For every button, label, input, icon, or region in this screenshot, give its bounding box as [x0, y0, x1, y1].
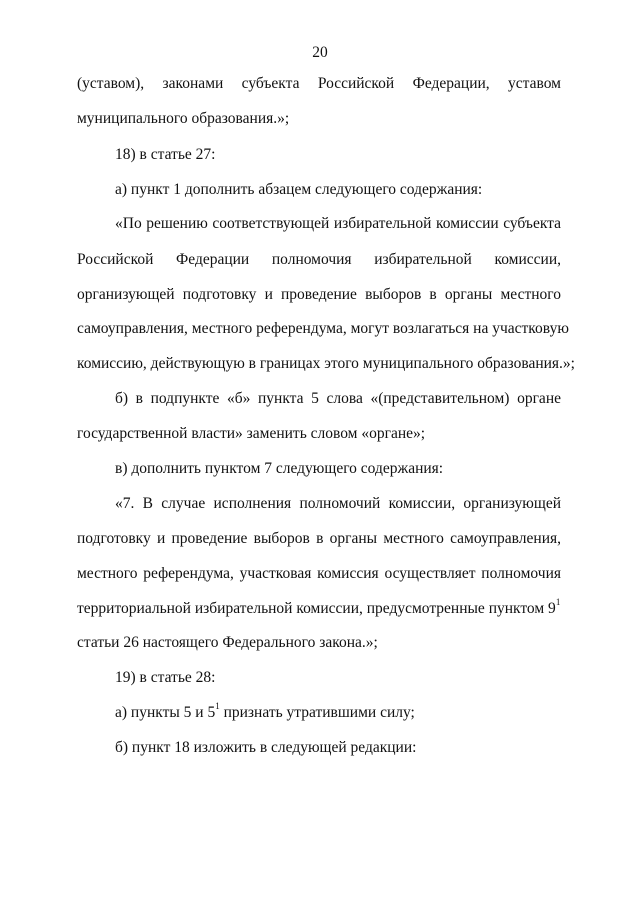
quoted-text-line: подготовку и проведение выборов в органы местного самоуправления,: [77, 530, 561, 547]
text-line: муниципального образования.»;: [77, 110, 290, 127]
list-item-b: б) пункт 18 изложить в следующей редакции:: [115, 739, 417, 756]
list-item-a: а) пункт 1 дополнить абзацем следующего содержания:: [115, 181, 483, 198]
quoted-text-line: Российской Федерации полномочия избирательной комиссии,: [77, 251, 561, 268]
list-item-a: [115, 700, 561, 722]
page-number: 20: [312, 44, 328, 61]
quoted-text-line: [77, 596, 561, 618]
quoted-text-line: организующей подготовку и проведение выборов в органы местного: [77, 286, 561, 303]
list-item-19: 19) в статье 28:: [115, 669, 216, 686]
quoted-text-line: статьи 26 настоящего Федерального закона.»;: [77, 634, 378, 651]
superscript: 1: [215, 700, 220, 711]
list-item-v: в) дополнить пунктом 7 следующего содержания:: [115, 460, 444, 477]
list-item-b: б) в подпункте «б» пункта 5 слова «(представительном) органе: [115, 390, 561, 407]
list-item-18: 18) в статье 27:: [115, 146, 216, 163]
text-fragment: а) пункты 5 и 5: [115, 704, 216, 721]
text-line: государственной власти» заменить словом «органе»;: [77, 425, 426, 442]
text-fragment: признать утратившими силу;: [219, 704, 415, 721]
quoted-text-line: «7. В случае исполнения полномочий комиссии, организующей: [115, 495, 561, 512]
quoted-text-line: комиссию, действующую в границах этого муниципального образования.»;: [77, 355, 575, 372]
superscript: 1: [555, 596, 561, 607]
text-line: (уставом), законами субъекта Российской Федерации, уставом: [77, 75, 561, 92]
quoted-text-line: самоуправления, местного референдума, могут возлагаться на участковую: [77, 320, 569, 337]
quoted-text-line: «По решению соответствующей избирательной комиссии субъекта: [115, 215, 561, 232]
quoted-text-line: местного референдума, участковая комиссия осуществляет полномочия: [77, 565, 561, 582]
text-fragment: территориальной избирательной комиссии, предусмотренные пунктом 9: [77, 600, 556, 617]
